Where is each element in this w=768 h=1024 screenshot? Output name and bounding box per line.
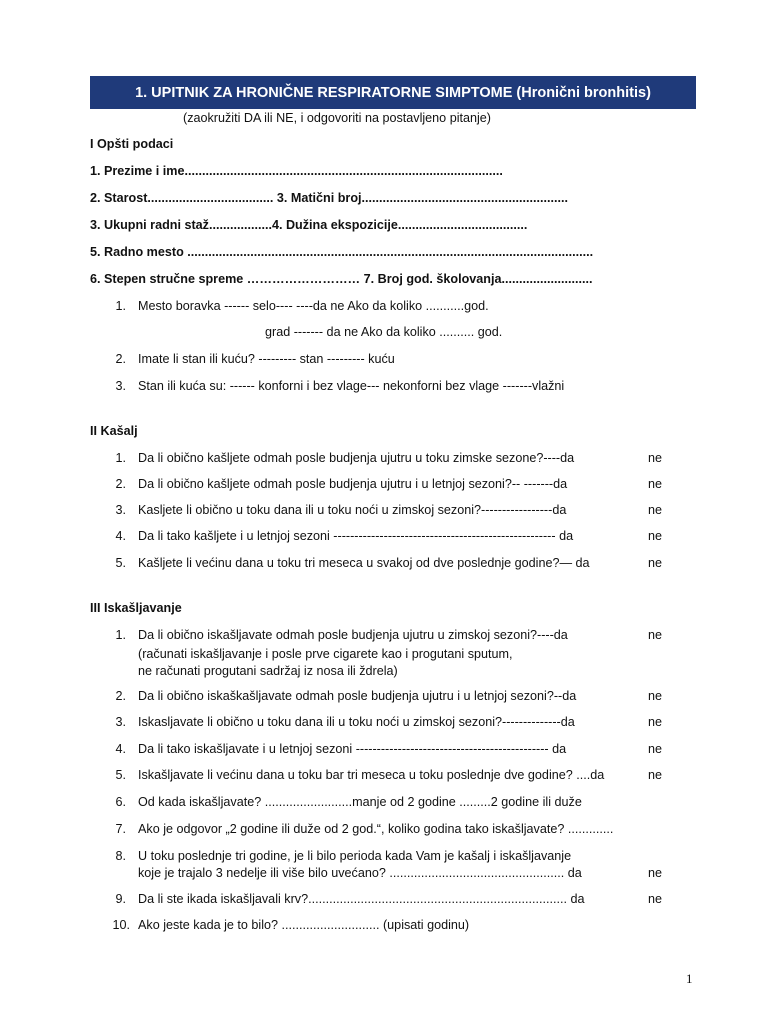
kasalj-question: Da li obično kašljete odmah posle budjenja ujutru i u letnjoj sezoni?-- -------da xyxy=(138,477,568,491)
iskasljavanje-note: (računati iskašljavanje i posle prve cigarete kao i progutani sputum, xyxy=(138,647,513,661)
list-item-number: 4. xyxy=(115,529,126,543)
answer-ne: ne xyxy=(648,529,663,543)
mesto-boravka-grad: grad ------- da ne Ako da koliko .......... god. xyxy=(265,325,503,339)
field-strucna-sprema: 6. Stepen stručne spreme ……………………… 7. Broj god. školovanja.......................... xyxy=(90,272,593,286)
list-item-number: 5. xyxy=(115,556,126,570)
kasalj-question: Da li tako kašljete i u letnjoj sezoni ----------------------------------------------------- da xyxy=(138,529,574,543)
list-item-number: 3. xyxy=(115,379,126,393)
page-number: 1 xyxy=(686,971,693,986)
mesto-boravka: Mesto boravka ------ selo---- ----da ne Ako da koliko ...........god. xyxy=(138,299,489,313)
answer-ne: ne xyxy=(648,715,663,729)
field-radni-staz: 3. Ukupni radni staž..................4. Dužina ekspozicije..................................... xyxy=(90,218,528,232)
answer-ne: ne xyxy=(648,768,663,782)
iskasljavanje-question: Da li ste ikada iskašljavali krv?.......................................................................... da xyxy=(138,892,585,906)
section2-heading: II Kašalj xyxy=(90,424,138,438)
section1-heading: I Opšti podaci xyxy=(90,137,174,151)
kasalj-question: Kasljete li obično u toku dana ili u toku noći u zimskoj sezoni?-----------------da xyxy=(138,503,567,517)
list-item-number: 10. xyxy=(112,918,130,932)
answer-ne: ne xyxy=(648,628,663,642)
list-item-number: 3. xyxy=(115,503,126,517)
answer-ne: ne xyxy=(648,742,663,756)
stan-uslovi: Stan ili kuća su: ------ konforni i bez vlage--- nekonforni bez vlage -------vlažni xyxy=(138,379,565,393)
answer-ne: ne xyxy=(648,451,663,465)
answer-ne: ne xyxy=(648,866,663,880)
section3-heading: III Iskašljavanje xyxy=(90,601,182,615)
answer-ne: ne xyxy=(648,556,663,570)
list-item-number: 1. xyxy=(115,451,126,465)
answer-ne: ne xyxy=(648,892,663,906)
list-item-number: 5. xyxy=(115,768,126,782)
list-item-number: 4. xyxy=(115,742,126,756)
list-item-number: 2. xyxy=(115,689,126,703)
answer-ne: ne xyxy=(648,689,663,703)
iskasljavanje-question: Iskasljavate li obično u toku dana ili u toku noći u zimskoj sezoni?--------------da xyxy=(138,715,575,729)
answer-ne: ne xyxy=(648,503,663,517)
iskasljavanje-question: Da li tako iskašljavate i u letnjoj sezoni ---------------------------------------------- da xyxy=(138,742,567,756)
stan-ili-kuca: Imate li stan ili kuću? --------- stan --------- kuću xyxy=(138,352,395,366)
list-item-number: 2. xyxy=(115,477,126,491)
iskasljavanje-question: Ako jeste kada je to bilo? ............................ (upisati godinu) xyxy=(138,918,470,932)
iskasljavanje-question: Da li obično iskaškašljavate odmah posle budjenja ujutru i u letnjoj sezoni?--da xyxy=(138,689,577,703)
list-item-number: 6. xyxy=(115,795,126,809)
iskasljavanje-question-cont: koje je trajalo 3 nedelje ili više bilo uvećano? .................................................. da xyxy=(138,866,582,880)
iskasljavanje-question: Iskašljavate li većinu dana u toku bar tri meseca u toku poslednje dve godine? ....da xyxy=(138,768,605,782)
instruction-text: (zaokružiti DA ili NE, i odgovoriti na postavljeno pitanje) xyxy=(183,111,491,125)
field-starost: 2. Starost.................................... 3. Matični broj........................................................... xyxy=(90,191,568,205)
list-item-number: 3. xyxy=(115,715,126,729)
kasalj-question: Kašljete li većinu dana u toku tri meseca u svakoj od dve poslednje godine?— da xyxy=(138,556,590,570)
list-item-number: 9. xyxy=(115,892,126,906)
list-item-number: 2. xyxy=(115,352,126,366)
iskasljavanje-question: Da li obično iskašljavate odmah posle budjenja ujutru u zimskoj sezoni?----da xyxy=(138,628,568,642)
iskasljavanje-question: U toku poslednje tri godine, je li bilo perioda kada Vam je kašalj i iskašljavanje xyxy=(138,849,572,863)
kasalj-question: Da li obično kašljete odmah posle budjenja ujutru u toku zimske sezone?----da xyxy=(138,451,575,465)
questionnaire-title: 1. UPITNIK ZA HRONIČNE RESPIRATORNE SIMPTOME (Hronični bronhitis) xyxy=(90,76,696,109)
answer-ne: ne xyxy=(648,477,663,491)
list-item-number: 1. xyxy=(115,628,126,642)
list-item-number: 7. xyxy=(115,822,126,836)
list-item-number: 8. xyxy=(115,849,126,863)
field-prezime: 1. Prezime i ime........................................................................................... xyxy=(90,164,503,178)
field-radno-mesto: 5. Radno mesto .................................................................................................................... xyxy=(90,245,594,259)
iskasljavanje-note: ne računati progutani sadržaj iz nosa ili ždrela) xyxy=(138,664,398,678)
iskasljavanje-question: Od kada iskašljavate? .........................manje od 2 godine .........2 godine ili duže xyxy=(138,795,582,809)
iskasljavanje-question: Ako je odgovor „2 godine ili duže od 2 god.“, koliko godina tako iskašljavate? ............. xyxy=(138,822,614,836)
list-item-number: 1. xyxy=(115,299,126,313)
